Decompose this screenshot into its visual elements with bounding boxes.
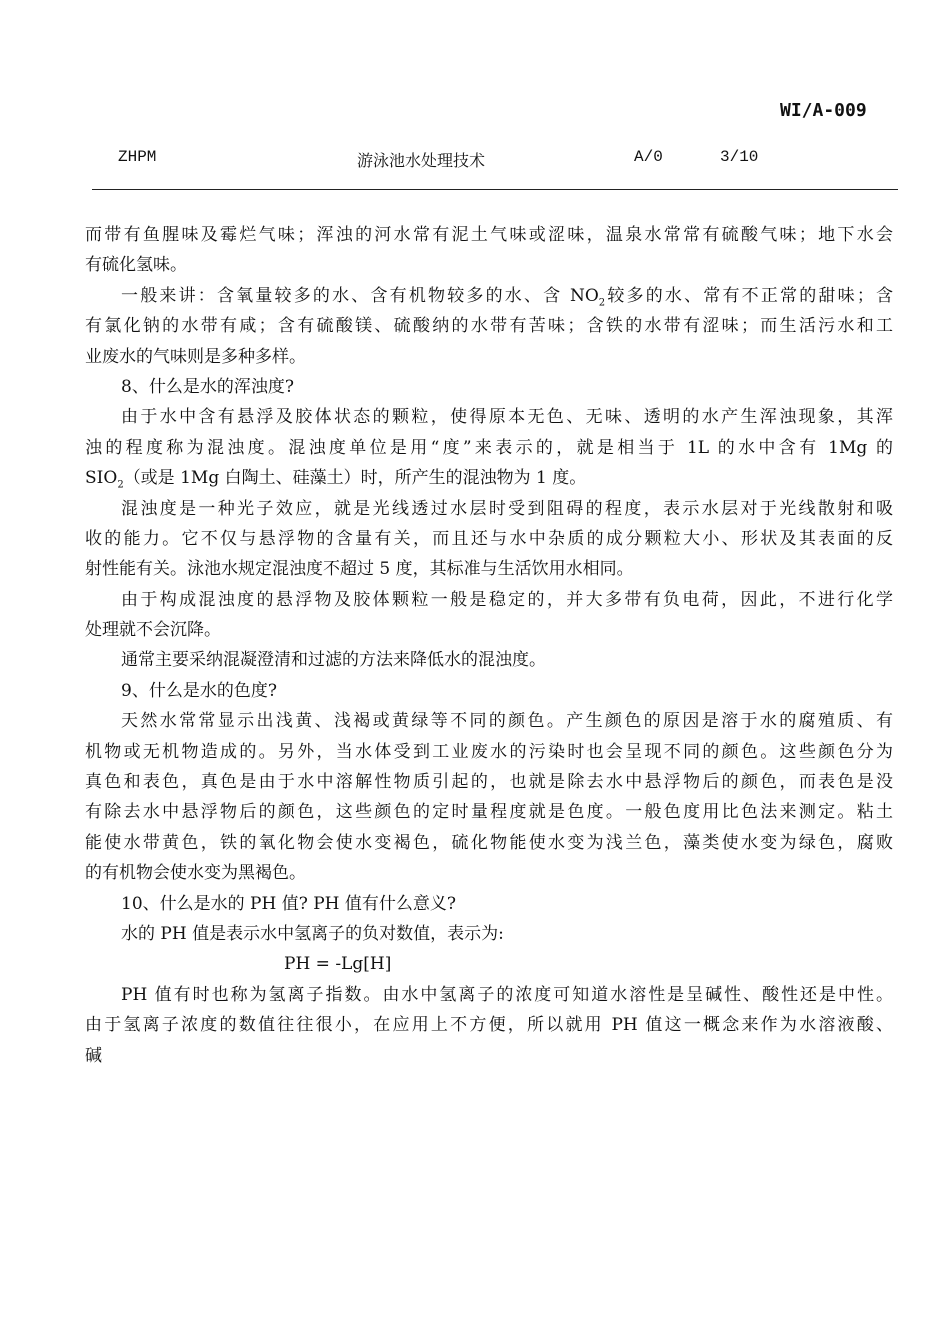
text-line-content: PH 值有时也称为氢离子指数。由水中氢离子的浓度可知道水溶性是呈碱性、酸性还是中性。 <box>121 984 893 1005</box>
text-line <box>85 980 893 1010</box>
text-line <box>85 402 893 432</box>
text-line <box>85 554 893 584</box>
text-line <box>85 342 893 372</box>
text-line-content: （或是 1Mg 白陶土、硅藻土）时，所产生的混浊物为 1 度。 <box>123 468 587 489</box>
text-line-content: 处理就不会沉降。 <box>85 620 221 641</box>
text-line <box>85 889 893 919</box>
text-line <box>85 524 893 554</box>
text-line <box>85 737 893 767</box>
text-line-content: 8、什么是水的浑浊度? <box>121 376 294 397</box>
text-line <box>85 797 893 827</box>
text-line-content: 由于构成混浊度的悬浮物及胶体颗粒一般是稳定的，并大多带有负电荷，因此，不进行化学 <box>121 589 893 610</box>
text-line-content: 天然水常常显示出浅黄、浅褐或黄绿等不同的颜色。产生颜色的原因是溶于水的腐殖质、有 <box>121 711 893 732</box>
revision: A/0 <box>634 148 663 166</box>
text-line <box>85 372 893 402</box>
text-line <box>85 676 893 706</box>
text-line-content: 而带有鱼腥味及霉烂气味；浑浊的河水常有泥土气味或涩味，温泉水常常有硫酸气味；地下水会 <box>85 225 893 245</box>
text-line <box>85 463 893 493</box>
text-line <box>85 1010 893 1040</box>
text-line-content: 真色和表色，真色是由于水中溶解性物质引起的，也就是除去水中悬浮物后的颜色，而表色是没 <box>85 772 893 793</box>
text-line-content: 水的 PH 值是表示水中氢离子的负对数值，表示为: <box>121 923 504 944</box>
text-line-content: 有氯化钠的水带有咸；含有硫酸镁、硫酸纳的水带有苦味；含铁的水带有涩味；而生活污水和工 <box>85 316 893 337</box>
text-line-content: SIO <box>85 468 118 489</box>
text-line <box>85 250 893 280</box>
document-number: WI/A-009 <box>780 100 867 121</box>
text-line-content: 能使水带黄色，铁的氧化物会使水变褐色，硫化物能使水变为浅兰色，藻类使水变为绿色，腐败 <box>85 832 893 853</box>
text-line-content: 9、什么是水的色度? <box>121 680 277 701</box>
text-line-content: 有硫化氢味。 <box>85 255 187 276</box>
text-line-content: 混浊度是一种光子效应，就是光线透过水层时受到阻碍的程度，表示水层对于光线散射和吸 <box>121 498 893 519</box>
text-line <box>85 311 893 341</box>
text-line <box>85 919 893 949</box>
text-line <box>85 1041 893 1071</box>
text-line <box>85 828 893 858</box>
text-line-content: 机物或无机物造成的。另外，当水体受到工业废水的污染时也会呈现不同的颜色。这些颜色分为 <box>85 741 893 762</box>
page-number: 3/10 <box>720 148 759 166</box>
text-line-content: PH = -Lg[H] <box>284 954 392 975</box>
header-divider <box>92 189 898 190</box>
text-line-content: 10、什么是水的 PH 值? PH 值有什么意义? <box>121 893 457 914</box>
text-line-content: 较多的水、常有不正常的甜味；含 <box>605 285 894 306</box>
text-line-content: 业废水的气味则是多种多样。 <box>85 346 306 367</box>
text-line-content: 由于氢离子浓度的数值往往很小，在应用上不方便，所以就用 PH 值这一概念来作为水溶液酸、 <box>85 1015 893 1036</box>
text-line-content: 的有机物会使水变为黑褐色。 <box>85 863 306 884</box>
text-line <box>85 645 893 675</box>
subscript: 2 <box>598 297 606 309</box>
text-line <box>85 433 893 463</box>
text-line <box>85 858 893 888</box>
text-line-content: 碱 <box>85 1045 102 1066</box>
company-code: ZHPM <box>118 148 157 166</box>
text-line <box>85 494 893 524</box>
text-line <box>85 706 893 736</box>
text-line <box>85 281 893 311</box>
text-line-content: 一般来讲：含氧量较多的水、含有机物较多的水、含 NO <box>121 285 599 306</box>
text-line <box>85 220 893 250</box>
text-line <box>85 767 893 797</box>
document-title: 游泳池水处理技术 <box>357 151 486 170</box>
text-line <box>85 615 893 645</box>
text-line-content: 通常主要采纳混凝澄清和过滤的方法来降低水的混浊度。 <box>121 650 546 671</box>
text-line-content: 浊的程度称为混浊度。混浊度单位是用“度”来表示的，就是相当于 1L 的水中含有 1Mg 的 <box>85 437 893 458</box>
text-line <box>85 585 893 615</box>
text-line-content: 收的能力。它不仅与悬浮物的含量有关，而且还与水中杂质的成分颗粒大小、形状及其表面的反 <box>85 528 893 549</box>
subscript: 2 <box>117 479 124 491</box>
text-line-content: 有除去水中悬浮物后的颜色，这些颜色的定时量程度就是色度。一般色度用比色法来测定。粘土 <box>85 802 893 823</box>
text-line-content: 由于水中含有悬浮及胶体状态的颗粒，使得原本无色、无味、透明的水产生浑浊现象，其浑 <box>121 407 893 428</box>
text-line-content: 射性能有关。泳池水规定混浊度不超过 5 度，其标准与生活饮用水相同。 <box>85 559 634 580</box>
document-body <box>85 220 893 1071</box>
text-line <box>85 949 893 979</box>
